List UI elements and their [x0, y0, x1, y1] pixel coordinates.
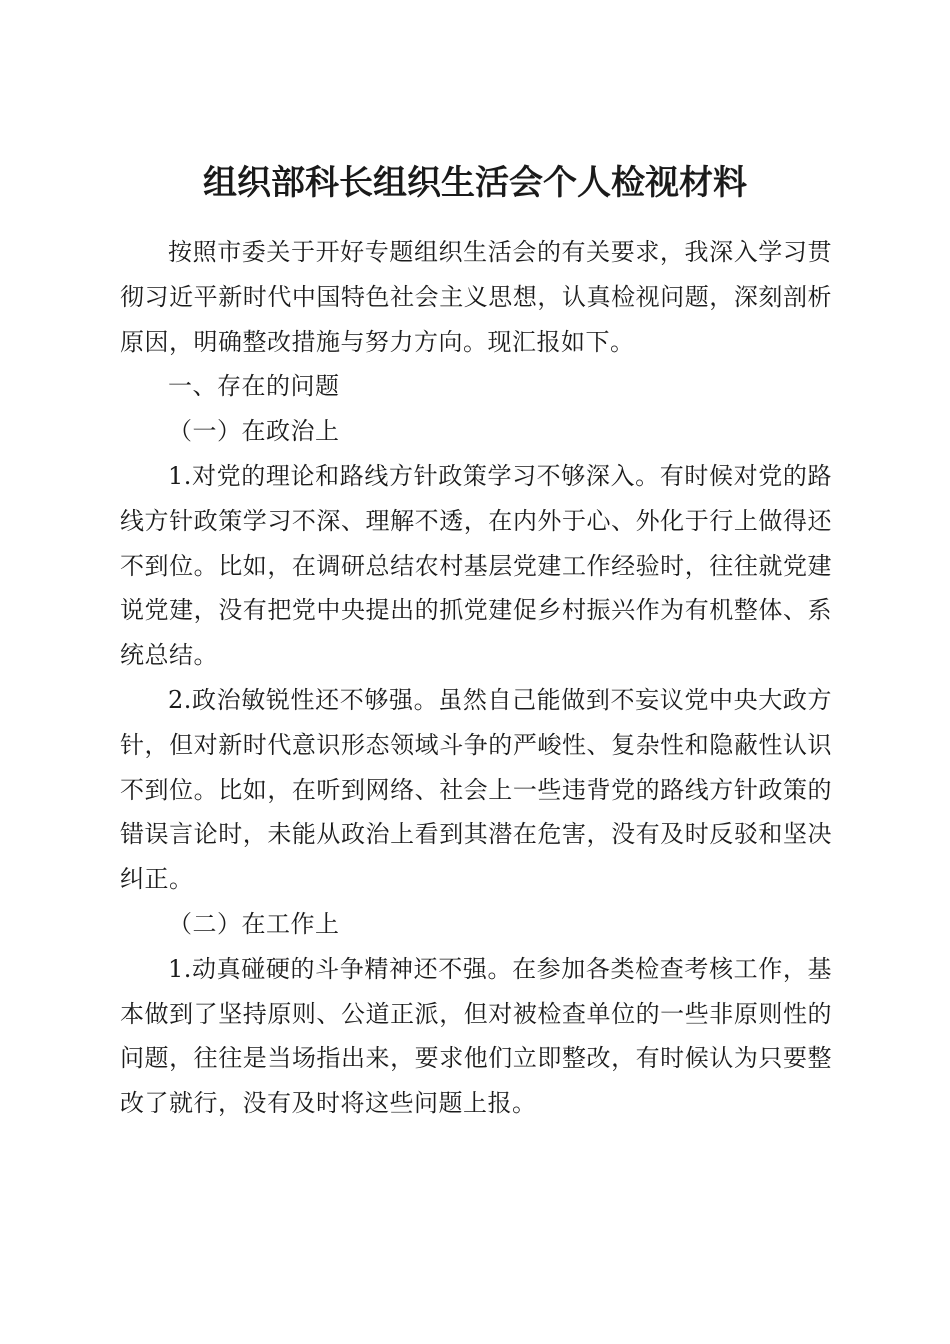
document-title: 组织部科长组织生活会个人检视材料	[203, 162, 747, 203]
section-heading-problems: 一、存在的问题	[168, 372, 340, 401]
subsection-heading-work: （二）在工作上	[168, 909, 340, 938]
document-body	[120, 230, 832, 1126]
work-item-1: 1.动真碰硬的斗争精神还不强。在参加各类检查考核工作，基本做到了坚持原则、公道正派，但对被检查单位的一些非原则性的问题，往往是当场指出来，要求他们立即整改，有时候认为只要整改了就行，没有及时将这些问题上报。	[120, 954, 832, 1118]
political-item-1: 1.对党的理论和路线方针政策学习不够深入。有时候对党的路线方针政策学习不深、理解不透，在内外于心、外化于行上做得还不到位。比如，在调研总结农村基层党建工作经验时，往往就党建说党建，没有把党中央提出的抓党建促乡村振兴作为有机整体、系统总结。	[120, 461, 832, 670]
political-item-2: 2.政治敏锐性还不够强。虽然自己能做到不妄议党中央大政方针，但对新时代意识形态领域斗争的严峻性、复杂性和隐蔽性认识不到位。比如，在听到网络、社会上一些违背党的路线方针政策的错误言论时，未能从政治上看到其潜在危害，没有及时反驳和坚决纠正。	[120, 685, 832, 894]
intro-paragraph: 按照市委关于开好专题组织生活会的有关要求，我深入学习贯彻习近平新时代中国特色社会主义思想，认真检视问题，深刻剖析原因，明确整改措施与努力方向。现汇报如下。	[120, 238, 832, 356]
subsection-heading-political: （一）在政治上	[168, 417, 340, 446]
